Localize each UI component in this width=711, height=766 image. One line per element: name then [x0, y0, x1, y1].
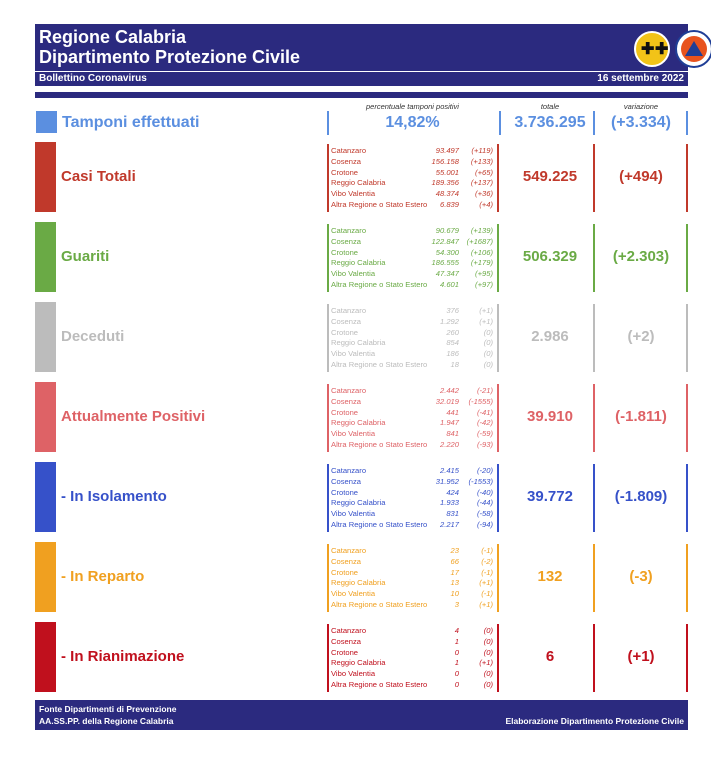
category-label: Deceduti	[61, 328, 125, 345]
province-value: 2.415	[439, 466, 459, 475]
province-name: Catanzaro	[331, 466, 367, 475]
footer-source-line1: Fonte Dipartimenti di Prevenzione	[39, 704, 177, 714]
province-name: Cosenza	[331, 636, 361, 646]
province-name: Altra Regione o Stato Estero	[331, 280, 428, 289]
civil-protection-logo-icon	[675, 30, 711, 68]
column-separator	[686, 384, 688, 452]
province-name: Catanzaro	[331, 146, 367, 155]
province-delta: (-58)	[476, 509, 493, 519]
province-value: 3	[454, 600, 459, 609]
province-delta: (-1)	[481, 546, 493, 555]
province-delta: (-20)	[476, 466, 493, 475]
bulletin-title: Bollettino Coronavirus	[39, 73, 147, 84]
footer-credit: Elaborazione Dipartimento Protezione Civile	[505, 716, 684, 726]
category-color-bar	[35, 382, 56, 452]
column-separator	[686, 624, 688, 692]
province-value: 0	[454, 669, 459, 679]
province-value: 0	[454, 680, 459, 689]
tamponi-separator	[499, 111, 501, 135]
province-delta: (+1)	[479, 316, 493, 326]
province-value: 854	[446, 338, 459, 348]
province-name: Reggio Calabria	[331, 578, 386, 588]
footer-banner	[35, 700, 688, 730]
column-separator	[593, 384, 595, 452]
header-banner	[35, 24, 688, 86]
province-breakdown	[327, 464, 499, 532]
province-delta: (+1)	[479, 306, 493, 315]
province-name: Crotone	[331, 407, 359, 417]
header-subbar	[35, 71, 688, 86]
province-name: Altra Regione o Stato Estero	[331, 440, 428, 449]
province-breakdown	[327, 224, 499, 292]
column-separator	[686, 224, 688, 292]
category-total: 506.329	[522, 248, 578, 265]
category-row	[35, 142, 688, 212]
province-delta: (0)	[483, 327, 493, 337]
province-value: 54.300	[435, 247, 459, 257]
province-delta: (-59)	[476, 429, 493, 439]
province-value: 2.220	[439, 440, 459, 449]
province-value: 841	[446, 429, 459, 439]
category-label: - In Isolamento	[61, 488, 167, 505]
header-title-region: Regione Calabria	[39, 27, 187, 47]
province-delta: (0)	[483, 669, 493, 679]
column-separator	[593, 464, 595, 532]
province-name: Altra Regione o Stato Estero	[331, 520, 428, 529]
category-row	[35, 382, 688, 452]
province-value: 189.356	[431, 178, 459, 188]
category-label: - In Reparto	[61, 568, 145, 585]
province-name: Catanzaro	[331, 626, 367, 635]
column-separator	[593, 144, 595, 212]
province-name: Reggio Calabria	[331, 258, 386, 268]
header-title-department: Dipartimento Protezione Civile	[39, 47, 301, 67]
category-row	[35, 302, 688, 372]
province-value: 48.374	[435, 189, 459, 199]
tamponi-separator	[593, 111, 595, 135]
category-variation: (+1)	[627, 648, 655, 665]
province-value: 1.292	[439, 316, 459, 326]
category-row	[35, 222, 688, 292]
column-separator	[593, 224, 595, 292]
province-name: Vibo Valentia	[331, 509, 376, 519]
column-separator	[593, 544, 595, 612]
tamponi-separator	[686, 111, 688, 135]
province-delta: (-94)	[476, 520, 493, 529]
province-breakdown	[327, 384, 499, 452]
province-delta: (-44)	[476, 498, 493, 508]
province-value: 6.839	[439, 200, 459, 209]
province-name: Crotone	[331, 647, 359, 657]
category-color-bar	[35, 622, 56, 692]
province-delta: (0)	[483, 338, 493, 348]
province-name: Cosenza	[331, 396, 361, 406]
province-value: 47.347	[435, 269, 459, 279]
category-total: 549.225	[522, 168, 578, 185]
province-name: Altra Regione o Stato Estero	[331, 600, 428, 609]
province-name: Vibo Valentia	[331, 589, 376, 599]
province-name: Catanzaro	[331, 386, 367, 395]
province-delta: (0)	[483, 626, 493, 635]
column-separator	[686, 144, 688, 212]
column-separator	[686, 544, 688, 612]
province-name: Crotone	[331, 327, 359, 337]
province-value: 17	[450, 567, 459, 577]
province-value: 2.217	[439, 520, 459, 529]
category-row	[35, 462, 688, 532]
footer-source-line2: AA.SS.PP. della Regione Calabria	[39, 716, 174, 726]
province-name: Cosenza	[331, 156, 361, 166]
category-color-bar	[35, 142, 56, 212]
column-separator	[593, 304, 595, 372]
tamponi-total: 3.736.295	[514, 114, 586, 131]
province-value: 376	[446, 306, 459, 315]
bulletin-date: 16 settembre 2022	[597, 73, 684, 84]
province-delta: (-2)	[481, 556, 493, 566]
province-value: 66	[450, 556, 459, 566]
province-delta: (+65)	[475, 167, 493, 177]
province-delta: (+106)	[470, 247, 493, 257]
province-name: Altra Regione o Stato Estero	[331, 200, 428, 209]
province-value: 1	[454, 658, 459, 668]
province-name: Reggio Calabria	[331, 338, 386, 348]
province-value: 10	[450, 589, 459, 599]
column-separator	[686, 304, 688, 372]
province-value: 18	[450, 360, 459, 369]
province-delta: (0)	[483, 647, 493, 657]
province-name: Altra Regione o Stato Estero	[331, 360, 428, 369]
province-value: 0	[454, 647, 459, 657]
province-value: 1.947	[439, 418, 459, 428]
category-total: 6	[545, 648, 555, 665]
province-delta: (-1)	[481, 567, 493, 577]
province-delta: (+4)	[479, 200, 493, 209]
tamponi-color-square	[36, 111, 57, 133]
province-value: 23	[450, 546, 459, 555]
province-value: 424	[446, 487, 459, 497]
category-label: Attualmente Positivi	[61, 408, 206, 425]
province-delta: (-1555)	[468, 396, 493, 406]
divider-bar	[35, 92, 688, 98]
category-color-bar	[35, 222, 56, 292]
province-name: Crotone	[331, 567, 359, 577]
region-crest-icon: ✚ ✚	[634, 31, 670, 67]
tamponi-percent: 14,82%	[385, 114, 440, 131]
percent-column-label: percentuale tamponi positivi	[366, 102, 459, 111]
province-delta: (-41)	[476, 407, 493, 417]
category-variation: (+2)	[627, 328, 655, 345]
province-delta: (0)	[483, 680, 493, 689]
province-breakdown	[327, 144, 499, 212]
category-variation: (+494)	[619, 168, 663, 185]
province-name: Reggio Calabria	[331, 658, 386, 668]
province-name: Catanzaro	[331, 226, 367, 235]
province-name: Catanzaro	[331, 546, 367, 555]
tamponi-label: Tamponi effettuati	[62, 114, 200, 131]
category-label: Guariti	[61, 248, 110, 265]
province-name: Cosenza	[331, 316, 361, 326]
variation-column-label: variazione	[623, 102, 659, 111]
category-total: 39.910	[527, 408, 573, 425]
province-breakdown	[327, 544, 499, 612]
province-name: Vibo Valentia	[331, 269, 376, 279]
province-value: 31.952	[435, 476, 459, 486]
province-value: 1	[454, 636, 459, 646]
category-label: Casi Totali	[61, 168, 136, 185]
province-delta: (+179)	[470, 258, 493, 268]
province-delta: (-1)	[481, 589, 493, 599]
province-delta: (-42)	[476, 418, 493, 428]
province-name: Reggio Calabria	[331, 498, 386, 508]
category-color-bar	[35, 542, 56, 612]
province-name: Crotone	[331, 247, 359, 257]
province-delta: (+133)	[470, 156, 493, 166]
province-name: Crotone	[331, 167, 359, 177]
province-delta: (+119)	[471, 146, 493, 155]
category-color-bar	[35, 302, 56, 372]
province-delta: (+139)	[470, 226, 493, 235]
category-total: 132	[537, 568, 563, 585]
province-delta: (+1)	[479, 600, 493, 609]
province-value: 93.497	[435, 146, 459, 155]
province-delta: (+1687)	[466, 236, 493, 246]
province-delta: (-21)	[476, 386, 493, 395]
province-delta: (+1)	[479, 578, 493, 588]
province-value: 90.679	[435, 226, 459, 235]
province-delta: (+36)	[475, 189, 493, 199]
category-row	[35, 542, 688, 612]
province-name: Vibo Valentia	[331, 349, 376, 359]
province-value: 260	[446, 327, 459, 337]
province-value: 441	[446, 407, 459, 417]
province-value: 831	[446, 509, 459, 519]
category-color-bar	[35, 462, 56, 532]
total-column-label: totale	[540, 102, 560, 111]
category-total: 39.772	[527, 488, 573, 505]
province-name: Cosenza	[331, 476, 361, 486]
province-value: 32.019	[435, 396, 459, 406]
province-name: Vibo Valentia	[331, 429, 376, 439]
province-name: Catanzaro	[331, 306, 367, 315]
province-value: 1.933	[439, 498, 459, 508]
category-row	[35, 622, 688, 692]
province-breakdown	[327, 304, 499, 372]
province-value: 55.001	[435, 167, 459, 177]
province-delta: (0)	[483, 636, 493, 646]
province-value: 122.847	[431, 236, 459, 246]
province-name: Altra Regione o Stato Estero	[331, 680, 428, 689]
province-value: 2.442	[439, 386, 459, 395]
category-label: - In Rianimazione	[61, 648, 185, 665]
province-delta: (+1)	[479, 658, 493, 668]
province-name: Cosenza	[331, 556, 361, 566]
province-value: 13	[450, 578, 459, 588]
province-delta: (-40)	[476, 487, 493, 497]
province-delta: (+95)	[475, 269, 493, 279]
province-value: 4	[454, 626, 459, 635]
province-delta: (0)	[483, 360, 493, 369]
province-breakdown	[327, 624, 499, 692]
category-variation: (-3)	[629, 568, 653, 585]
province-name: Reggio Calabria	[331, 418, 386, 428]
province-value: 156.158	[431, 156, 459, 166]
tamponi-separator	[327, 111, 329, 135]
province-value: 186.555	[431, 258, 459, 268]
province-value: 186	[446, 349, 459, 359]
province-name: Reggio Calabria	[331, 178, 386, 188]
province-name: Crotone	[331, 487, 359, 497]
column-separator	[593, 624, 595, 692]
province-value: 4.601	[439, 280, 459, 289]
category-variation: (-1.811)	[615, 408, 667, 425]
province-delta: (-93)	[476, 440, 493, 449]
province-delta: (+97)	[475, 280, 493, 289]
province-name: Cosenza	[331, 236, 361, 246]
column-separator	[686, 464, 688, 532]
province-delta: (-1553)	[468, 476, 493, 486]
province-name: Vibo Valentia	[331, 189, 376, 199]
category-variation: (+2.303)	[612, 248, 670, 265]
category-variation: (-1.809)	[614, 488, 668, 505]
province-delta: (+137)	[470, 178, 493, 188]
category-total: 2.986	[531, 328, 569, 345]
tamponi-variation: (+3.334)	[610, 114, 672, 131]
province-name: Vibo Valentia	[331, 669, 376, 679]
province-delta: (0)	[483, 349, 493, 359]
